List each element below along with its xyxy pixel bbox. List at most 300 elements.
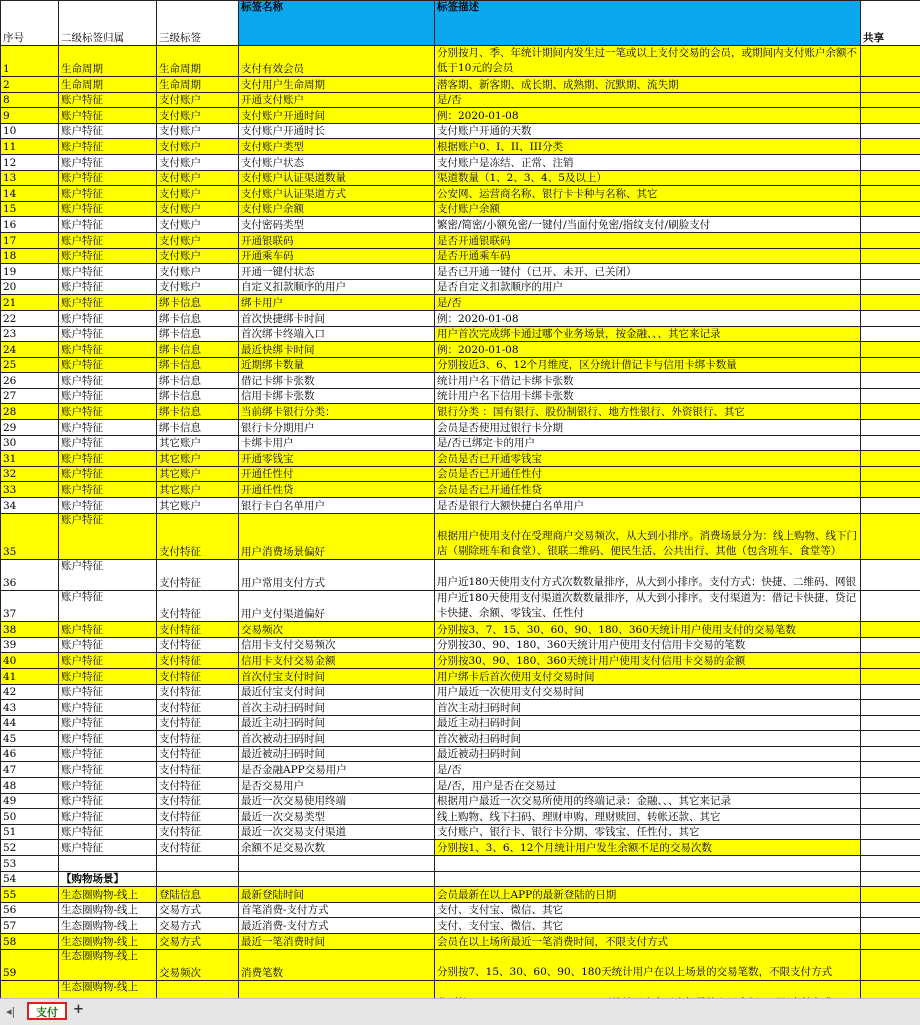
- cell-tag-name[interactable]: 交易频次: [239, 622, 435, 638]
- cell-share[interactable]: [861, 513, 920, 560]
- cell-share[interactable]: [861, 684, 920, 700]
- cell-tag-name[interactable]: 支付账户开通时长: [239, 123, 435, 139]
- cell-tag-name[interactable]: 信用卡绑卡张数: [239, 388, 435, 404]
- cell-tag-desc[interactable]: 会员在以上场所最近一笔消费时间，不限支付方式: [435, 934, 861, 950]
- cell-level3[interactable]: 支付特征: [157, 793, 239, 809]
- cell-tag-desc[interactable]: [435, 871, 861, 887]
- cell-level3[interactable]: 支付账户: [157, 108, 239, 124]
- cell-tag-name[interactable]: 当前绑卡银行分类：: [239, 404, 435, 420]
- cell-index[interactable]: 24: [1, 342, 59, 358]
- cell-share[interactable]: [861, 248, 920, 264]
- cell-share[interactable]: [861, 637, 920, 653]
- cell-level3[interactable]: 支付账户: [157, 92, 239, 108]
- cell-tag-desc[interactable]: 例：2020-01-08: [435, 310, 861, 326]
- cell-tag-desc[interactable]: 分别按月、季、年统计期间内发生过一笔或以上支付交易的会员，或期间内支付账户余额不低于10元的会员: [435, 46, 861, 77]
- cell-index[interactable]: 17: [1, 232, 59, 248]
- cell-level2[interactable]: 账户特征: [59, 388, 157, 404]
- cell-index[interactable]: 27: [1, 388, 59, 404]
- cell-level3[interactable]: 支付特征: [157, 668, 239, 684]
- cell-tag-desc[interactable]: [435, 856, 861, 872]
- header-level3[interactable]: 三级标签: [157, 1, 239, 46]
- cell-share[interactable]: [861, 217, 920, 233]
- cell-share[interactable]: [861, 154, 920, 170]
- cell-level2[interactable]: 账户特征: [59, 715, 157, 731]
- cell-index[interactable]: 38: [1, 622, 59, 638]
- cell-share[interactable]: [861, 373, 920, 389]
- cell-index[interactable]: 34: [1, 498, 59, 514]
- cell-tag-desc[interactable]: [435, 980, 861, 998]
- header-tag-desc[interactable]: 标签描述: [435, 1, 861, 46]
- cell-tag-desc[interactable]: 支付账户、银行卡、银行卡分期、零钱宝、任性付、其它: [435, 824, 861, 840]
- cell-share[interactable]: [861, 731, 920, 747]
- cell-index[interactable]: 54: [1, 871, 59, 887]
- cell-level2[interactable]: 账户特征: [59, 295, 157, 311]
- cell-index[interactable]: 9: [1, 108, 59, 124]
- cell-index[interactable]: 42: [1, 684, 59, 700]
- cell-index[interactable]: 1: [1, 46, 59, 77]
- cell-level3[interactable]: 支付特征: [157, 715, 239, 731]
- cell-index[interactable]: 2: [1, 77, 59, 93]
- cell-share[interactable]: [861, 388, 920, 404]
- cell-tag-name[interactable]: 开通任性付: [239, 466, 435, 482]
- cell-tag-desc[interactable]: 支付账户开通的天数: [435, 123, 861, 139]
- cell-tag-desc[interactable]: 会员是否使用过银行卡分期: [435, 420, 861, 436]
- cell-index[interactable]: 36: [1, 560, 59, 591]
- cell-level2[interactable]: 账户特征: [59, 357, 157, 373]
- cell-index[interactable]: 53: [1, 856, 59, 872]
- cell-level2[interactable]: 账户特征: [59, 668, 157, 684]
- cell-tag-desc[interactable]: 会员最新在以上APP的最新登陆的日期: [435, 887, 861, 903]
- cell-level2[interactable]: 账户特征: [59, 653, 157, 669]
- tab-nav-icon[interactable]: ◂|: [6, 1005, 15, 1018]
- cell-index[interactable]: 43: [1, 700, 59, 716]
- cell-tag-desc[interactable]: 根据用户使用支付在受理商户交易频次，从大到小排序。消费场景分为：线上购物、线下门店（剔除班车和食堂）、银联二维码、便民生活、公共出行、其他（包含班车、食堂等）: [435, 513, 861, 560]
- cell-share[interactable]: [861, 824, 920, 840]
- cell-share[interactable]: [861, 715, 920, 731]
- cell-level3[interactable]: 支付特征: [157, 591, 239, 622]
- cell-tag-desc[interactable]: 是否自定义扣款顺序的用户: [435, 279, 861, 295]
- cell-tag-desc[interactable]: 用户近180天使用支付方式次数数量排序，从大到小排序。支付方式：快捷、二维码、网银: [435, 560, 861, 591]
- cell-tag-name[interactable]: 最近付宝支付时间: [239, 684, 435, 700]
- cell-level2[interactable]: 生命周期: [59, 77, 157, 93]
- cell-tag-desc[interactable]: 根据账户0、I、II、III分类: [435, 139, 861, 155]
- cell-index[interactable]: 15: [1, 201, 59, 217]
- cell-share[interactable]: [861, 186, 920, 202]
- cell-tag-name[interactable]: 用户常用支付方式: [239, 560, 435, 591]
- cell-share[interactable]: [861, 653, 920, 669]
- cell-level3[interactable]: [157, 871, 239, 887]
- cell-tag-desc[interactable]: 分别按3、7、15、30、60、90、180、360天统计用户使用支付的交易笔数: [435, 622, 861, 638]
- cell-tag-name[interactable]: 首次被动扫码时间: [239, 731, 435, 747]
- cell-tag-desc[interactable]: 支付账户余额: [435, 201, 861, 217]
- cell-tag-desc[interactable]: 会员是否已开通任性付: [435, 466, 861, 482]
- cell-level3[interactable]: 其它账户: [157, 466, 239, 482]
- cell-level2[interactable]: 账户特征: [59, 793, 157, 809]
- cell-share[interactable]: [861, 77, 920, 93]
- cell-level2[interactable]: 账户特征: [59, 824, 157, 840]
- cell-share[interactable]: [861, 466, 920, 482]
- cell-tag-name[interactable]: 最新登陆时间: [239, 887, 435, 903]
- cell-tag-desc[interactable]: 是/否已绑定卡的用户: [435, 435, 861, 451]
- cell-level3[interactable]: 支付账户: [157, 201, 239, 217]
- cell-level2[interactable]: 生态圈购物-线上: [59, 949, 157, 980]
- cell-share[interactable]: [861, 591, 920, 622]
- cell-level3[interactable]: 绑卡信息: [157, 373, 239, 389]
- cell-tag-name[interactable]: 银行卡分期用户: [239, 420, 435, 436]
- cell-share[interactable]: [861, 980, 920, 998]
- cell-level2[interactable]: 账户特征: [59, 560, 157, 591]
- cell-level3[interactable]: 支付特征: [157, 809, 239, 825]
- cell-tag-name[interactable]: 支付有效会员: [239, 46, 435, 77]
- cell-index[interactable]: 55: [1, 887, 59, 903]
- cell-level3[interactable]: 交易方式: [157, 934, 239, 950]
- cell-index[interactable]: 35: [1, 513, 59, 560]
- cell-level3[interactable]: 支付账户: [157, 248, 239, 264]
- cell-share[interactable]: [861, 170, 920, 186]
- cell-level3[interactable]: 支付特征: [157, 746, 239, 762]
- cell-level3[interactable]: 绑卡信息: [157, 342, 239, 358]
- cell-level2[interactable]: 【购物场景】: [59, 871, 157, 887]
- cell-tag-desc[interactable]: 是否是银行大额快捷白名单用户: [435, 498, 861, 514]
- cell-tag-name[interactable]: 开通一键付状态: [239, 264, 435, 280]
- cell-index[interactable]: 13: [1, 170, 59, 186]
- cell-level3[interactable]: 交易方式: [157, 918, 239, 934]
- cell-tag-name[interactable]: 借记卡绑卡张数: [239, 373, 435, 389]
- cell-tag-desc[interactable]: 线上购物、线下扫码、理财申购、理财赎回、转帐还款、其它: [435, 809, 861, 825]
- cell-index[interactable]: 48: [1, 778, 59, 794]
- cell-index[interactable]: 28: [1, 404, 59, 420]
- cell-level3[interactable]: 支付特征: [157, 731, 239, 747]
- cell-tag-name[interactable]: 支付密码类型: [239, 217, 435, 233]
- cell-tag-name[interactable]: 开通乘车码: [239, 248, 435, 264]
- cell-tag-desc[interactable]: 支付账户是冻结、正常、注销: [435, 154, 861, 170]
- cell-tag-name[interactable]: 开通零钱宝: [239, 451, 435, 467]
- cell-level3[interactable]: [157, 980, 239, 998]
- cell-level2[interactable]: 账户特征: [59, 170, 157, 186]
- cell-tag-name[interactable]: 支付账户认证渠道数量: [239, 170, 435, 186]
- cell-level3[interactable]: 支付特征: [157, 560, 239, 591]
- cell-tag-name[interactable]: 绑卡用户: [239, 295, 435, 311]
- cell-level2[interactable]: 账户特征: [59, 139, 157, 155]
- cell-tag-desc[interactable]: 用户绑卡后首次使用支付交易时间: [435, 668, 861, 684]
- cell-level3[interactable]: 支付特征: [157, 513, 239, 560]
- cell-level2[interactable]: 账户特征: [59, 498, 157, 514]
- cell-level3[interactable]: 绑卡信息: [157, 310, 239, 326]
- cell-tag-name[interactable]: 是否金融APP交易用户: [239, 762, 435, 778]
- cell-share[interactable]: [861, 622, 920, 638]
- cell-level2[interactable]: 账户特征: [59, 342, 157, 358]
- cell-tag-desc[interactable]: 支付、支付宝、微信、其它: [435, 918, 861, 934]
- cell-share[interactable]: [861, 139, 920, 155]
- cell-level3[interactable]: 支付特征: [157, 824, 239, 840]
- cell-index[interactable]: 51: [1, 824, 59, 840]
- cell-level2[interactable]: 账户特征: [59, 466, 157, 482]
- cell-level2[interactable]: 账户特征: [59, 684, 157, 700]
- cell-level3[interactable]: 支付账户: [157, 186, 239, 202]
- cell-level2[interactable]: 账户特征: [59, 591, 157, 622]
- cell-share[interactable]: [861, 123, 920, 139]
- cell-share[interactable]: [861, 92, 920, 108]
- cell-share[interactable]: [861, 887, 920, 903]
- cell-share[interactable]: [861, 746, 920, 762]
- cell-tag-desc[interactable]: 是/否: [435, 92, 861, 108]
- cell-share[interactable]: [861, 949, 920, 980]
- cell-tag-desc[interactable]: 渠道数量（1、2、3、4、5及以上）: [435, 170, 861, 186]
- cell-tag-name[interactable]: 信用卡支付交易频次: [239, 637, 435, 653]
- cell-share[interactable]: [861, 279, 920, 295]
- cell-index[interactable]: 58: [1, 934, 59, 950]
- cell-index[interactable]: 33: [1, 482, 59, 498]
- cell-tag-name[interactable]: 支付账户认证渠道方式: [239, 186, 435, 202]
- cell-level2[interactable]: 生态圈购物-线上: [59, 887, 157, 903]
- cell-tag-name[interactable]: 首笔消费-支付方式: [239, 902, 435, 918]
- cell-share[interactable]: [861, 809, 920, 825]
- cell-level2[interactable]: 生态圈购物-线上: [59, 918, 157, 934]
- cell-index[interactable]: 46: [1, 746, 59, 762]
- cell-index[interactable]: 8: [1, 92, 59, 108]
- cell-tag-desc[interactable]: 繁密/简密/小额免密/一键付/当面付免密/指纹支付/刷脸支付: [435, 217, 861, 233]
- cell-share[interactable]: [861, 871, 920, 887]
- cell-share[interactable]: [861, 404, 920, 420]
- cell-tag-desc[interactable]: 会员是否已开通任性贷: [435, 482, 861, 498]
- cell-tag-name[interactable]: 银行卡白名单用户: [239, 498, 435, 514]
- cell-share[interactable]: [861, 482, 920, 498]
- cell-index[interactable]: 40: [1, 653, 59, 669]
- cell-level2[interactable]: 账户特征: [59, 435, 157, 451]
- cell-tag-name[interactable]: 首次绑卡终端入口: [239, 326, 435, 342]
- cell-share[interactable]: [861, 918, 920, 934]
- cell-tag-name[interactable]: 卡绑卡用户: [239, 435, 435, 451]
- cell-index[interactable]: 37: [1, 591, 59, 622]
- cell-tag-name[interactable]: 支付账户状态: [239, 154, 435, 170]
- cell-tag-desc[interactable]: 例：2020-01-08: [435, 342, 861, 358]
- cell-tag-desc[interactable]: 是/否: [435, 762, 861, 778]
- cell-tag-desc[interactable]: 是/否，用户是否在交易过: [435, 778, 861, 794]
- cell-level3[interactable]: 绑卡信息: [157, 326, 239, 342]
- cell-level3[interactable]: 支付账户: [157, 232, 239, 248]
- cell-level2[interactable]: 账户特征: [59, 482, 157, 498]
- cell-share[interactable]: [861, 700, 920, 716]
- cell-tag-name[interactable]: 支付账户类型: [239, 139, 435, 155]
- cell-index[interactable]: 44: [1, 715, 59, 731]
- cell-level3[interactable]: 登陆信息: [157, 887, 239, 903]
- cell-tag-name[interactable]: 开通银联码: [239, 232, 435, 248]
- cell-level3[interactable]: 支付账户: [157, 154, 239, 170]
- cell-share[interactable]: [861, 46, 920, 77]
- cell-level2[interactable]: 账户特征: [59, 108, 157, 124]
- cell-level2[interactable]: 账户特征: [59, 513, 157, 560]
- cell-level2[interactable]: 生态圈购物-线上: [59, 934, 157, 950]
- cell-level3[interactable]: 绑卡信息: [157, 295, 239, 311]
- cell-level2[interactable]: 账户特征: [59, 700, 157, 716]
- cell-index[interactable]: 52: [1, 840, 59, 856]
- cell-tag-name[interactable]: 最近主动扫码时间: [239, 715, 435, 731]
- cell-level3[interactable]: 绑卡信息: [157, 420, 239, 436]
- cell-tag-name[interactable]: 开通任性贷: [239, 482, 435, 498]
- cell-level3[interactable]: 支付特征: [157, 762, 239, 778]
- cell-level3[interactable]: [157, 856, 239, 872]
- cell-level3[interactable]: 支付账户: [157, 123, 239, 139]
- cell-tag-name[interactable]: 最近一次交易支付渠道: [239, 824, 435, 840]
- cell-tag-name[interactable]: 最近一笔消费时间: [239, 934, 435, 950]
- cell-index[interactable]: 21: [1, 295, 59, 311]
- cell-level3[interactable]: 支付账户: [157, 139, 239, 155]
- cell-level3[interactable]: 支付特征: [157, 778, 239, 794]
- cell-tag-desc[interactable]: 用户首次完成绑卡通过哪个业务场景，按金融、、、其它来记录: [435, 326, 861, 342]
- cell-level2[interactable]: 账户特征: [59, 279, 157, 295]
- cell-index[interactable]: 50: [1, 809, 59, 825]
- cell-tag-name[interactable]: 首次主动扫码时间: [239, 700, 435, 716]
- cell-level2[interactable]: 账户特征: [59, 622, 157, 638]
- cell-level3[interactable]: 其它账户: [157, 451, 239, 467]
- cell-index[interactable]: 49: [1, 793, 59, 809]
- cell-tag-desc[interactable]: 例：2020-01-08: [435, 108, 861, 124]
- cell-index[interactable]: 47: [1, 762, 59, 778]
- cell-tag-name[interactable]: 用户支付渠道偏好: [239, 591, 435, 622]
- cell-tag-desc[interactable]: 用户最近一次使用支付交易时间: [435, 684, 861, 700]
- cell-share[interactable]: [861, 762, 920, 778]
- cell-index[interactable]: 39: [1, 637, 59, 653]
- cell-index[interactable]: 20: [1, 279, 59, 295]
- cell-index[interactable]: 18: [1, 248, 59, 264]
- cell-share[interactable]: [861, 108, 920, 124]
- cell-level2[interactable]: 账户特征: [59, 840, 157, 856]
- cell-tag-desc[interactable]: 是否开通乘车码: [435, 248, 861, 264]
- cell-level2[interactable]: 账户特征: [59, 731, 157, 747]
- add-sheet-button[interactable]: +: [73, 1002, 84, 1017]
- cell-tag-desc[interactable]: 根据用户最近一次交易所使用的终端记录：金融、、、其它来记录: [435, 793, 861, 809]
- cell-index[interactable]: 59: [1, 949, 59, 980]
- cell-share[interactable]: [861, 840, 920, 856]
- cell-tag-desc[interactable]: 用户近180天使用支付渠道次数数量排序，从大到小排序。支付渠道为：借记卡快捷、贷记卡快捷、余额、零钱宝、任性付: [435, 591, 861, 622]
- cell-level3[interactable]: 支付特征: [157, 637, 239, 653]
- cell-tag-desc[interactable]: 公安网、运营商名称、银行卡卡种与名称、其它: [435, 186, 861, 202]
- cell-tag-name[interactable]: [239, 856, 435, 872]
- cell-level2[interactable]: 生命周期: [59, 46, 157, 77]
- cell-level2[interactable]: 账户特征: [59, 310, 157, 326]
- cell-tag-desc[interactable]: 是/否: [435, 295, 861, 311]
- cell-share[interactable]: [861, 902, 920, 918]
- cell-tag-name[interactable]: 首次付宝支付时间: [239, 668, 435, 684]
- cell-tag-desc[interactable]: 最近主动扫码时间: [435, 715, 861, 731]
- cell-tag-name[interactable]: [239, 980, 435, 998]
- cell-tag-name[interactable]: 支付账户余额: [239, 201, 435, 217]
- cell-share[interactable]: [861, 342, 920, 358]
- cell-tag-desc[interactable]: 支付、支付宝、微信、其它: [435, 902, 861, 918]
- cell-level2[interactable]: 账户特征: [59, 154, 157, 170]
- cell-index[interactable]: 45: [1, 731, 59, 747]
- cell-level2[interactable]: 账户特征: [59, 809, 157, 825]
- cell-tag-desc[interactable]: 最近被动扫码时间: [435, 746, 861, 762]
- cell-index[interactable]: 25: [1, 357, 59, 373]
- cell-level2[interactable]: 账户特征: [59, 326, 157, 342]
- header-share[interactable]: 共享: [861, 1, 920, 46]
- cell-tag-desc[interactable]: 会员是否已开通零钱宝: [435, 451, 861, 467]
- cell-tag-desc[interactable]: 是否开通银联码: [435, 232, 861, 248]
- cell-level3[interactable]: 支付账户: [157, 217, 239, 233]
- cell-share[interactable]: [861, 420, 920, 436]
- cell-share[interactable]: [861, 357, 920, 373]
- cell-index[interactable]: 23: [1, 326, 59, 342]
- cell-tag-desc[interactable]: 分别按30、90、180、360天统计用户使用支付信用卡交易的笔数: [435, 637, 861, 653]
- cell-index[interactable]: 14: [1, 186, 59, 202]
- header-level2[interactable]: 二级标签归属: [59, 1, 157, 46]
- cell-tag-name[interactable]: 支付用户生命周期: [239, 77, 435, 93]
- cell-level2[interactable]: 账户特征: [59, 762, 157, 778]
- cell-level2[interactable]: 账户特征: [59, 746, 157, 762]
- cell-level3[interactable]: 支付账户: [157, 170, 239, 186]
- cell-tag-desc[interactable]: 分别按30、90、180、360天统计用户使用支付信用卡交易的金额: [435, 653, 861, 669]
- cell-index[interactable]: [1, 980, 59, 998]
- cell-level3[interactable]: 支付特征: [157, 653, 239, 669]
- cell-tag-name[interactable]: 最近消费-支付方式: [239, 918, 435, 934]
- cell-share[interactable]: [861, 310, 920, 326]
- cell-level3[interactable]: 绑卡信息: [157, 404, 239, 420]
- cell-level3[interactable]: 绑卡信息: [157, 388, 239, 404]
- cell-tag-name[interactable]: 最近快绑卡时间: [239, 342, 435, 358]
- cell-tag-desc[interactable]: 分别按7、15、30、60、90、180天统计用户在以上场景的交易笔数，不限支付方式: [435, 949, 861, 980]
- cell-index[interactable]: 11: [1, 139, 59, 155]
- cell-tag-desc[interactable]: 分别按1、3、6、12个月统计用户发生余额不足的交易次数: [435, 840, 861, 856]
- cell-level2[interactable]: 账户特征: [59, 778, 157, 794]
- cell-level3[interactable]: 其它账户: [157, 482, 239, 498]
- cell-tag-name[interactable]: 用户消费场景偏好: [239, 513, 435, 560]
- cell-index[interactable]: 19: [1, 264, 59, 280]
- cell-tag-name[interactable]: 首次快捷绑卡时间: [239, 310, 435, 326]
- cell-share[interactable]: [861, 264, 920, 280]
- cell-level3[interactable]: 支付账户: [157, 264, 239, 280]
- cell-tag-name[interactable]: 消费笔数: [239, 949, 435, 980]
- cell-tag-name[interactable]: 余额不足交易次数: [239, 840, 435, 856]
- cell-level2[interactable]: 账户特征: [59, 637, 157, 653]
- cell-index[interactable]: 29: [1, 420, 59, 436]
- cell-share[interactable]: [861, 778, 920, 794]
- cell-share[interactable]: [861, 793, 920, 809]
- cell-index[interactable]: 26: [1, 373, 59, 389]
- cell-tag-name[interactable]: 最近被动扫码时间: [239, 746, 435, 762]
- cell-tag-name[interactable]: 支付账户开通时间: [239, 108, 435, 124]
- cell-tag-desc[interactable]: 首次被动扫码时间: [435, 731, 861, 747]
- cell-level3[interactable]: 支付特征: [157, 684, 239, 700]
- cell-tag-desc[interactable]: 统计用户名下信用卡绑卡张数: [435, 388, 861, 404]
- cell-tag-desc[interactable]: 是否已开通一键付（已开、未开、已关闭）: [435, 264, 861, 280]
- cell-tag-desc[interactable]: 银行分类 ：国有银行、股份制银行、地方性银行、外资银行、其它: [435, 404, 861, 420]
- cell-index[interactable]: 22: [1, 310, 59, 326]
- cell-level3[interactable]: 支付账户: [157, 279, 239, 295]
- cell-index[interactable]: 41: [1, 668, 59, 684]
- cell-level2[interactable]: 账户特征: [59, 248, 157, 264]
- cell-tag-name[interactable]: 近期绑卡数量: [239, 357, 435, 373]
- cell-level3[interactable]: 其它账户: [157, 435, 239, 451]
- cell-level3[interactable]: 支付特征: [157, 700, 239, 716]
- cell-level2[interactable]: 账户特征: [59, 186, 157, 202]
- cell-index[interactable]: 12: [1, 154, 59, 170]
- cell-level2[interactable]: 账户特征: [59, 92, 157, 108]
- header-tag-name[interactable]: 标签名称: [239, 1, 435, 46]
- cell-share[interactable]: [861, 856, 920, 872]
- cell-index[interactable]: 16: [1, 217, 59, 233]
- cell-level3[interactable]: 其它账户: [157, 498, 239, 514]
- cell-level3[interactable]: 支付特征: [157, 840, 239, 856]
- cell-level2[interactable]: [59, 856, 157, 872]
- cell-level2[interactable]: 账户特征: [59, 264, 157, 280]
- cell-share[interactable]: [861, 435, 920, 451]
- cell-tag-name[interactable]: 开通支付账户: [239, 92, 435, 108]
- cell-tag-name[interactable]: 信用卡支付交易金额: [239, 653, 435, 669]
- cell-share[interactable]: [861, 201, 920, 217]
- cell-tag-name[interactable]: 自定义扣款顺序的用户: [239, 279, 435, 295]
- cell-level3[interactable]: 交易方式: [157, 902, 239, 918]
